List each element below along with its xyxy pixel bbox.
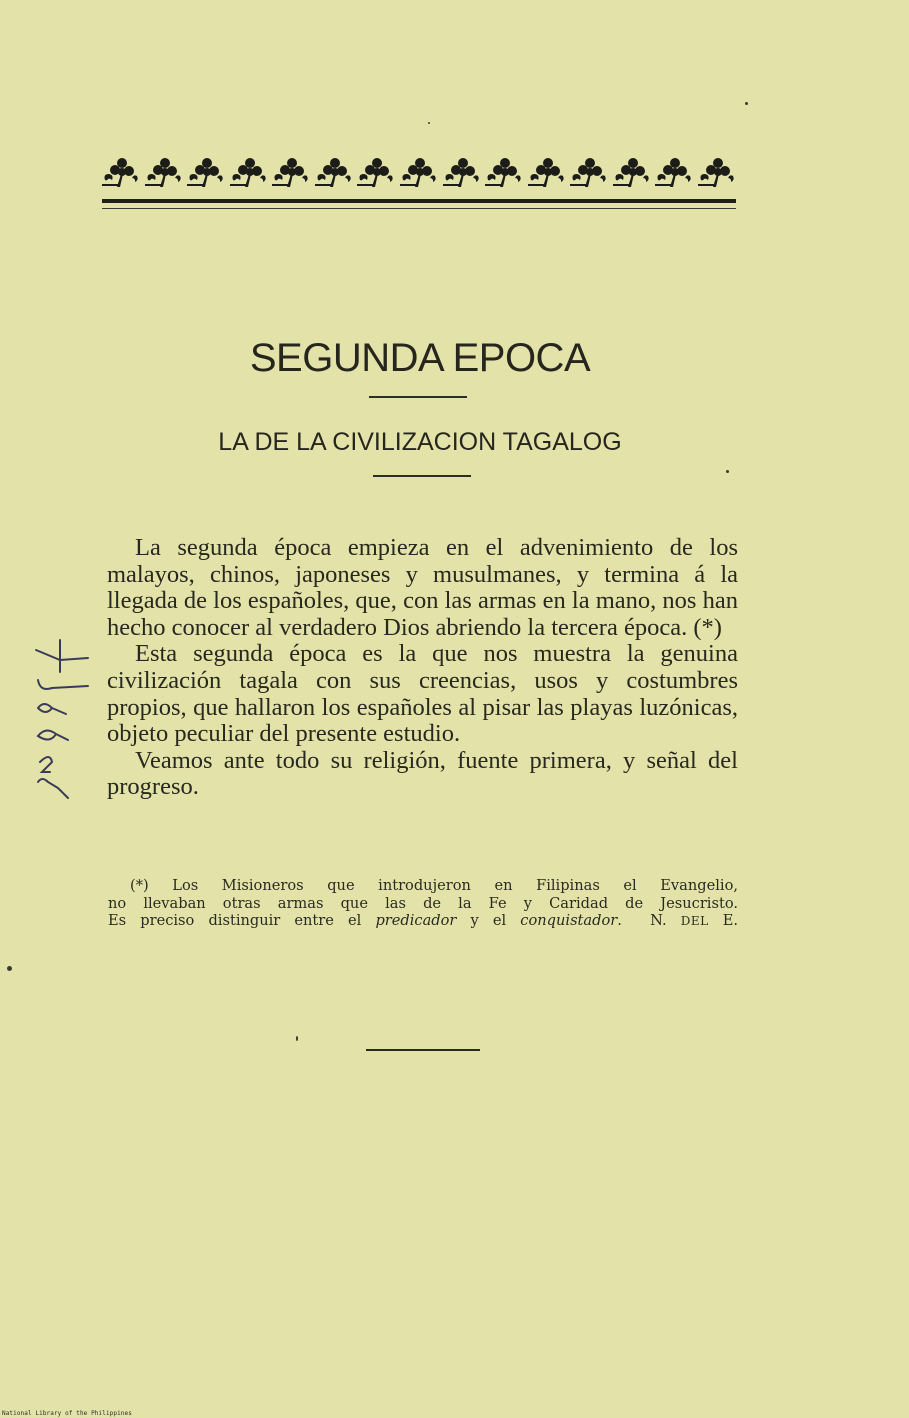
fleuron-icon [313,154,353,190]
footnote-signature-n: N. [621,912,681,929]
library-credit: National Library of the Philippines [2,1410,132,1417]
footnote-line-1: (*) Los Misioneros que introdujeron en Filipinas el Evangelio, [130,877,738,894]
footnote-signature-e: E. [708,912,738,929]
footnote [108,877,738,931]
footnote-signature-del: DEL [680,914,709,928]
page-title: SEGUNDA EPOCA [249,336,591,380]
subtitle-divider [373,475,471,477]
fleuron-ornament-band [100,152,736,192]
footnote-period: . [617,912,622,929]
footnote-and: y el [456,912,521,929]
fleuron-icon [483,154,523,190]
paragraph-1: La segunda época empieza en el advenimiento de los malayos, chinos, japoneses y musulmanes, y termina á la llegada de los españoles, que, con las armas en la mano, nos han hecho conocer al verdadero Dios abriendo la tercera época. (*) [107,534,738,641]
paragraph-3: Veamos ante todo su religión, fuente primera, y señal del progreso. [107,746,738,801]
footnote-predicador: predicador [375,912,457,929]
handwritten-accession-number [30,630,100,810]
fleuron-icon [185,154,225,190]
page-subtitle: LA DE LA CIVILIZACION TAGALOG [218,428,622,456]
ornament-rule-thin [102,208,736,209]
fleuron-icon [355,154,395,190]
footnote-line-3 [108,912,738,931]
ornament-rule-thick [102,199,736,203]
paragraph-2: Esta segunda época es la que nos muestra la genuina civilización tagala con sus creencias, usos y costumbres propios, que hallaron los españoles al pisar las playas luzónicas, objeto peculiar del presente estudio. [107,640,738,748]
footnote-line-3-start: Es preciso distinguir entre el [108,912,376,929]
footnote-conquistador: conquistador [520,912,618,929]
fleuron-icon [611,154,651,190]
fleuron-icon [270,154,310,190]
fleuron-icon [526,154,566,190]
fleuron-icon [143,154,183,190]
fleuron-icon [228,154,268,190]
fleuron-icon [696,154,736,190]
body-text [107,535,738,801]
fleuron-icon [398,154,438,190]
fleuron-icon [441,154,481,190]
fleuron-icon [568,154,608,190]
fleuron-icon [653,154,693,190]
fleuron-icon [100,154,140,190]
end-divider [366,1049,480,1051]
footnote-line-2: no llevaban otras armas que las de la Fe y Caridad de Jesucristo. [108,894,738,912]
title-divider [369,396,467,398]
